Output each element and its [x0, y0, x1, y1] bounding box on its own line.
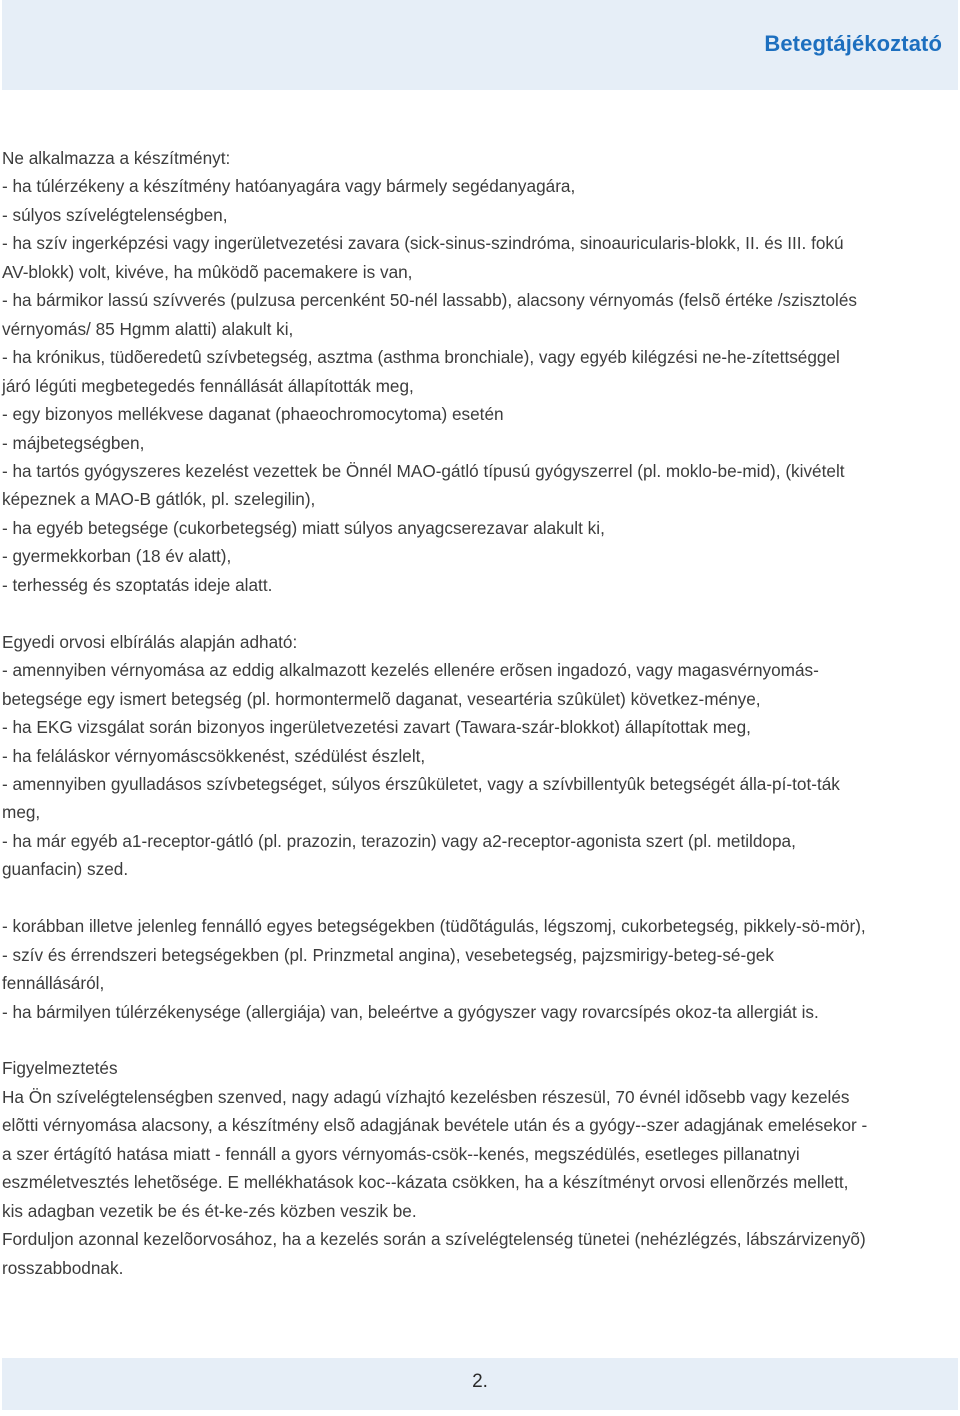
- text-line: - ha egyéb betegsége (cukorbetegség) miatt súlyos anyagcserezavar alakult ki,: [2, 517, 605, 538]
- text-line: a szer értágító hatása miatt - fennáll a gyors vérnyomás-csök--kenés, megszédülés, esetleges pillanatnyi: [2, 1143, 800, 1164]
- contraindications-section: [2, 144, 956, 599]
- text-line: rosszabbodnak.: [2, 1257, 124, 1278]
- text-line: fennállásáról,: [2, 973, 105, 994]
- text-line: kis adagban vezetik be és ét-ke-zés közben veszik be.: [2, 1200, 417, 1221]
- text-line: - terhesség és szoptatás ideje alatt.: [2, 574, 273, 595]
- text-line: - amennyiben vérnyomása az eddig alkalmazott kezelés ellenére erõsen ingadozó, vagy magasvérnyomás-: [2, 660, 819, 681]
- paragraph-spacer: [2, 884, 956, 912]
- text-line: elõtti vérnyomása alacsony, a készítmény elsõ adagjának bevétele után és a gyógy--szer adagjának emelésekor -: [2, 1115, 868, 1136]
- header-band: [2, 0, 958, 90]
- text-line: - ha bármikor lassú szívverés (pulzusa percenként 50-nél lassabb), alacsony vérnyomás (felsõ értéke /szisztolés: [2, 290, 857, 311]
- text-line: - ha szív ingerképzési vagy ingerületvezetési zavara (sick-sinus-szindróma, sinoauricularis-blokk, II. és III. fokú: [2, 233, 844, 254]
- text-line: járó légúti megbetegedés fennállását állapították meg,: [2, 375, 414, 396]
- text-line: eszméletvesztés lehetõsége. E mellékhatások koc--kázata csökken, ha a készítményt orvosi ellenõrzés mellett,: [2, 1172, 849, 1193]
- text-line: - ha bármilyen túlérzékenysége (allergiája) van, beleértve a gyógyszer vagy rovarcsípés okoz-ta allergiát is.: [2, 1001, 819, 1022]
- text-line: - amennyiben gyulladásos szívbetegséget, súlyos érszûkületet, vagy a szívbillentyûk betegségét álla-pí-tot-ták: [2, 773, 840, 794]
- page-number: 2.: [472, 1371, 488, 1392]
- text-line: képeznek a MAO-B gátlók, pl. szelegilin),: [2, 489, 316, 510]
- section-heading: Ne alkalmazza a készítményt:: [2, 148, 231, 168]
- text-line: - gyermekkorban (18 év alatt),: [2, 546, 232, 567]
- paragraph-spacer: [2, 599, 956, 627]
- text-line: AV-blokk) volt, kivéve, ha mûködõ pacemakere is van,: [2, 261, 413, 282]
- text-line: Ha Ön szívelégtelenségben szenved, nagy adagú vízhajtó kezelésben részesül, 70 évnél idõsebb vagy kezelés: [2, 1086, 850, 1107]
- section-heading: Figyelmeztetés: [2, 1058, 118, 1079]
- paragraph-spacer: [2, 1026, 956, 1054]
- text-line: - súlyos szívelégtelenségben,: [2, 204, 228, 225]
- text-line: Forduljon azonnal kezelõorvosához, ha a kezelés során a szívelégtelenség tünetei (nehézlégzés, lábszárvizenyõ): [2, 1229, 866, 1250]
- text-line: - korábban illetve jelenleg fennálló egyes betegségekben (tüdõtágulás, légszomj, cukorbetegség, pikkely-sö-mör),: [2, 916, 866, 937]
- text-line: - ha túlérzékeny a készítmény hatóanyagára vagy bármely segédanyagára,: [2, 176, 576, 197]
- text-line: - ha tartós gyógyszeres kezelést vezettek be Önnél MAO-gátló típusú gyógyszerrel (pl. moklo-be-mid), (kivételt: [2, 460, 845, 481]
- text-line: - ha krónikus, tüdõeredetû szívbetegség, asztma (asthma bronchiale), vagy egyéb kilégzési ne-he-zítettséggel: [2, 347, 840, 368]
- section-heading: Egyedi orvosi elbírálás alapján adható:: [2, 631, 298, 652]
- text-line: guanfacin) szed.: [2, 859, 129, 880]
- text-line: - ha EKG vizsgálat során bizonyos ingerületvezetési zavart (Tawara-szár-blokkot) állapítottak meg,: [2, 717, 751, 738]
- footer-band: [2, 1358, 958, 1410]
- text-line: - szív és érrendszeri betegségekben (pl. Prinzmetal angina), vesebetegség, pajzsmirigy-beteg-sé-gek: [2, 944, 774, 965]
- document-body: [2, 144, 956, 1282]
- text-line: meg,: [2, 802, 41, 823]
- text-line: - májbetegségben,: [2, 432, 145, 453]
- document-title: Betegtájékoztató: [764, 31, 942, 56]
- text-line: - egy bizonyos mellékvese daganat (phaeochromocytoma) esetén: [2, 404, 504, 425]
- warning-section: [2, 1054, 956, 1282]
- text-line: vérnyomás/ 85 Hgmm alatti) alakult ki,: [2, 318, 294, 339]
- text-line: - ha már egyéb a1-receptor-gátló (pl. prazozin, terazozin) vagy a2-receptor-agonista szert (pl. metildopa,: [2, 830, 796, 851]
- text-line: betegsége egy ismert betegség (pl. hormontermelõ daganat, veseartéria szûkület) következ-ménye,: [2, 688, 761, 709]
- text-line: - ha feláláskor vérnyomáscsökkenést, szédülést észlelt,: [2, 745, 426, 766]
- inform-doctor-section: [2, 912, 956, 1026]
- physician-judgement-section: [2, 628, 956, 884]
